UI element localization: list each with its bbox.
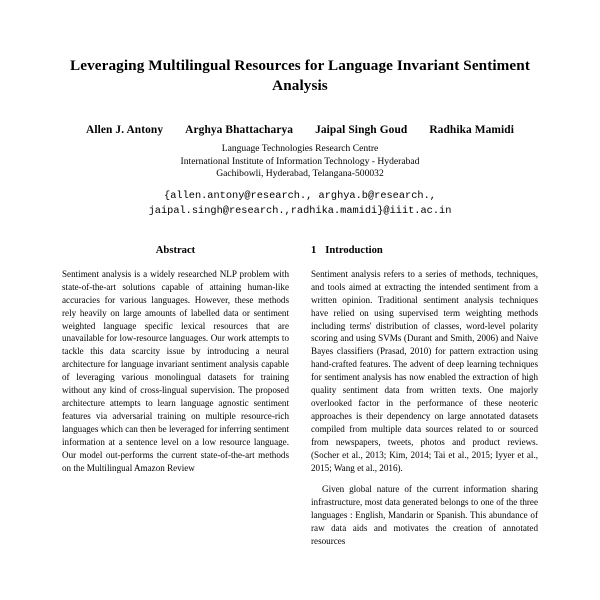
section-number: 1 [311, 244, 317, 256]
introduction-heading [311, 245, 538, 256]
author-list [62, 124, 538, 136]
affiliation-line: Language Technologies Research Centre [221, 143, 379, 155]
email-block [62, 189, 538, 219]
affiliation-line: International Institute of Information Technology - Hyderabad [180, 155, 420, 167]
author: Jaipal Singh Goud [315, 124, 408, 137]
left-column [62, 245, 289, 557]
author: Radhika Mamidi [429, 124, 514, 137]
email-line: jaipal.singh@research.,radhika.mamidi}@iiit.ac.in [148, 205, 452, 218]
page-title: Leveraging Multilingual Resources for Language Invariant Sentiment Analysis [70, 57, 530, 95]
two-column-body [62, 245, 538, 557]
author: Allen J. Antony [86, 124, 164, 137]
introduction-paragraph: Sentiment analysis refers to a series of methods, techniques, and tools aimed at extracting the intended sentiment from a written opinion. Traditional sentiment analysis techniques have relied on using supervised term weighting methods including terms' distribution of classes, word-level polarity scoring and using SVMs (Durant and Smith, 2006) and Naive Bayes classifiers (Prasad, 2010) for pattern extraction using hand-crafted features. The advent of deep learning techniques for sentiment analysis has now enabled the extraction of high quality sentiment data from written texts. One majorly overlooked factor in the performance of these neoteric approaches is their dependency on large annotated datasets compiled from multiple data sources related to or sourced from newspapers, tweets, photos and product reviews. (Socher et al., 2013; Kim, 2014; Tai et al., 2015; Iyyer et al., 2015; Wang et al., 2016). [311, 268, 538, 473]
author: Arghya Bhattacharya [185, 124, 294, 137]
email-line: {allen.antony@research., arghya.b@research., [164, 190, 436, 203]
affiliation-block [62, 143, 538, 181]
affiliation-line: Gachibowli, Hyderabad, Telangana-500032 [216, 168, 384, 180]
right-column [311, 245, 538, 557]
abstract-heading: Abstract [155, 244, 196, 256]
introduction-paragraph: Given global nature of the current information sharing infrastructure, most data generated belongs to one of the three languages : English, Mandarin or Spanish. This abundance of raw data aids and motivates the creation of annotated resources [311, 484, 538, 547]
section-title: Introduction [325, 244, 383, 256]
abstract-paragraph: Sentiment analysis is a widely researched NLP problem with state-of-the-art solutions capable of attaining human-like accuracies for various languages. However, these methods rely heavily on large amounts of labelled data or sentiment weighted language specific lexical resources that are unavailable for low-resource languages. Our work attempts to tackle this data scarcity issue by introducing a neural architecture for language invariant sentiment analysis capable of leveraging various monolingual datasets for training without any kind of cross-lingual supervision. The proposed architecture attempts to learn language agnostic sentiment features via adversarial training on multiple resource-rich languages which can then be leveraged for inferring sentiment information at a sentence level on a low resource language. Our model out-performs the current state-of-the-art methods on the Multilingual Amazon Review [62, 268, 289, 473]
